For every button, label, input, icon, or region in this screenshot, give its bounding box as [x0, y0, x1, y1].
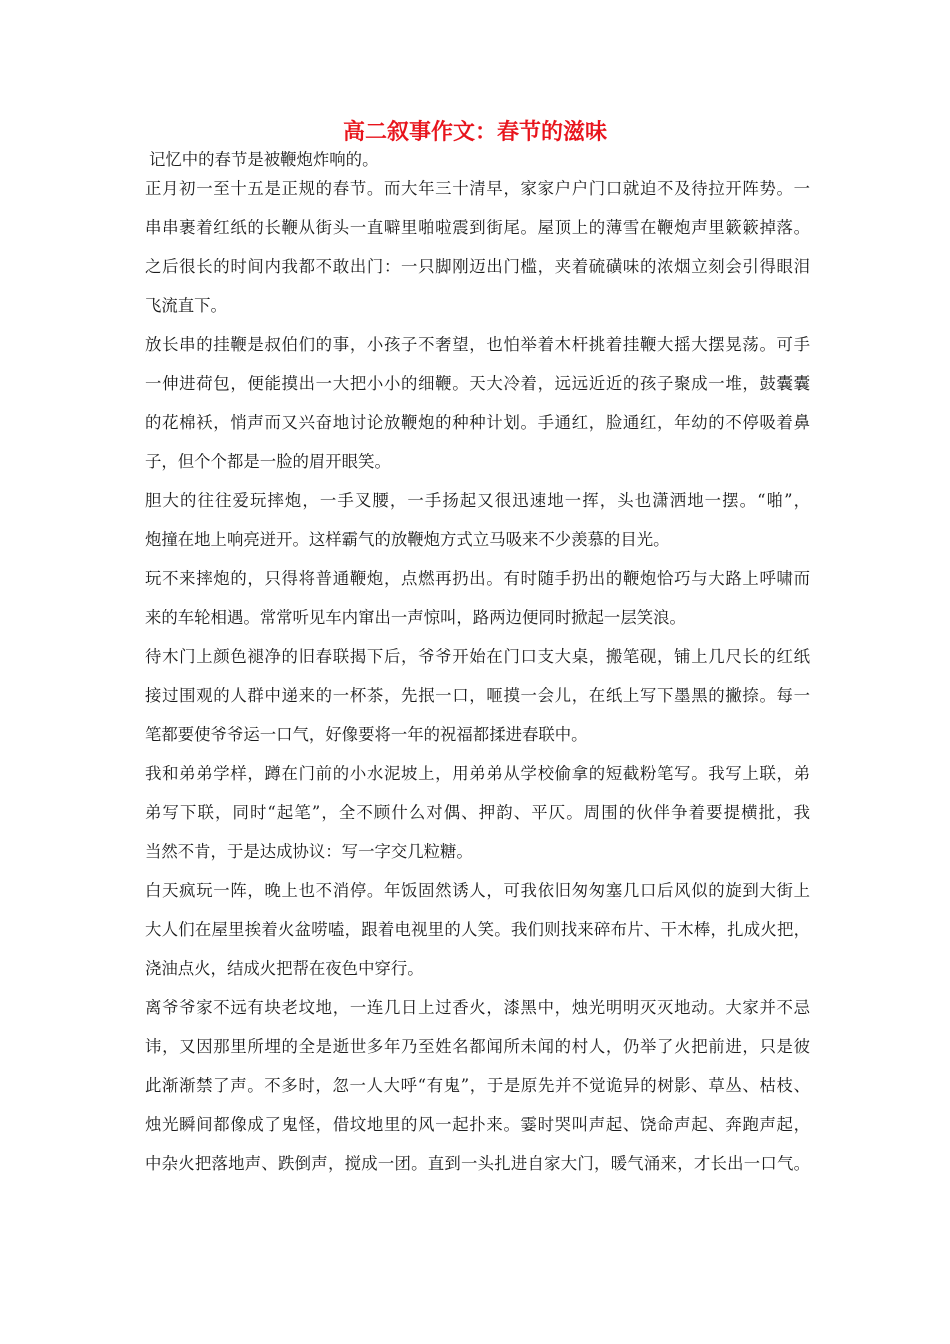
text-line: 的花棉袄，悄声而又兴奋地讨论放鞭炮的种种计划。手通红，脸通红，年幼的不停吸着鼻	[145, 413, 810, 432]
text-line: 放长串的挂鞭是叔伯们的事，小孩子不奢望，也怕举着木杆挑着挂鞭大摇大摆晃荡。可手	[145, 335, 810, 354]
text-line: 子，但个个都是一脸的眉开眼笑。	[145, 452, 391, 471]
text-line: 炮撞在地上响亮迸开。这样霸气的放鞭炮方式立马吸来不少羡慕的目光。	[145, 530, 670, 549]
text-line: 待木门上颜色褪净的旧春联揭下后，爷爷开始在门口支大桌，搬笔砚，铺上几尺长的红纸	[145, 647, 810, 666]
text-line: 烛光瞬间都像成了鬼怪，借坟地里的风一起扑来。霎时哭叫声起、饶命声起、奔跑声起，	[145, 1115, 810, 1134]
text-line: 胆大的往往爱玩摔炮，一手叉腰，一手扬起又很迅速地一挥，头也潇洒地一摆。“啪”，	[145, 491, 810, 510]
text-line: 笔都要使爷爷运一口气，好像要将一年的祝福都揉进春联中。	[145, 725, 588, 744]
text-line: 讳，又因那里所埋的全是逝世多年乃至姓名都闻所未闻的村人，仍举了火把前进，只是彼	[145, 1037, 810, 1056]
text-line: 飞流直下。	[145, 296, 227, 315]
text-line: 中杂火把落地声、跌倒声，搅成一团。直到一头扎进自家大门，暖气涌来，才长出一口气。	[145, 1154, 810, 1173]
text-line: 一伸进荷包，便能摸出一大把小小的细鞭。天大冷着，远远近近的孩子聚成一堆，鼓囊囊	[145, 374, 810, 393]
text-line: 离爷爷家不远有块老坟地，一连几日上过香火，漆黑中，烛光明明灭灭地动。大家并不忌	[145, 998, 810, 1017]
text-line: 浇油点火，结成火把帮在夜色中穿行。	[145, 959, 424, 978]
text-line: 来的车轮相遇。常常听见车内窜出一声惊叫，路两边便同时掀起一层笑浪。	[145, 608, 686, 627]
text-line: 接过围观的人群中递来的一杯茶，先抿一口，咂摸一会儿，在纸上写下墨黑的撇捺。每一	[145, 686, 810, 705]
text-line: 玩不来摔炮的，只得将普通鞭炮，点燃再扔出。有时随手扔出的鞭炮恰巧与大路上呼啸而	[145, 569, 810, 588]
text-line: 串串裹着红纸的长鞭从街头一直噼里啪啦震到街尾。屋顶上的薄雪在鞭炮声里簌簌掉落。	[145, 218, 810, 237]
text-line: 正月初一至十五是正规的春节。而大年三十清早，家家户户门口就迫不及待拉开阵势。一	[145, 179, 810, 198]
text-line: 当然不肯，于是达成协议：写一字交几粒糖。	[145, 842, 473, 861]
text-line: 弟写下联，同时“起笔”，全不顾什么对偶、押韵、平仄。周围的伙伴争着要提横批，我	[145, 803, 810, 822]
text-line: 此渐渐禁了声。不多时，忽一人大呼“有鬼”，于是原先并不觉诡异的树影、草丛、枯枝、	[145, 1076, 810, 1095]
text-line: 我和弟弟学样，蹲在门前的小水泥坡上，用弟弟从学校偷拿的短截粉笔写。我写上联，弟	[145, 764, 810, 783]
text-line: 记忆中的春节是被鞭炮炸响的。	[149, 150, 379, 169]
text-line: 之后很长的时间内我都不敢出门：一只脚刚迈出门槛，夹着硫磺味的浓烟立刻会引得眼泪	[145, 257, 810, 276]
essay-body	[145, 147, 810, 1190]
text-line: 大人们在屋里挨着火盆唠嗑，跟着电视里的人笑。我们则找来碎布片、干木棒，扎成火把，	[145, 920, 810, 939]
page-title: 高二叙事作文：春节的滋味	[342, 120, 607, 145]
text-line: 白天疯玩一阵，晚上也不消停。年饭固然诱人，可我依旧匆匆塞几口后风似的旋到大街上	[145, 881, 810, 900]
